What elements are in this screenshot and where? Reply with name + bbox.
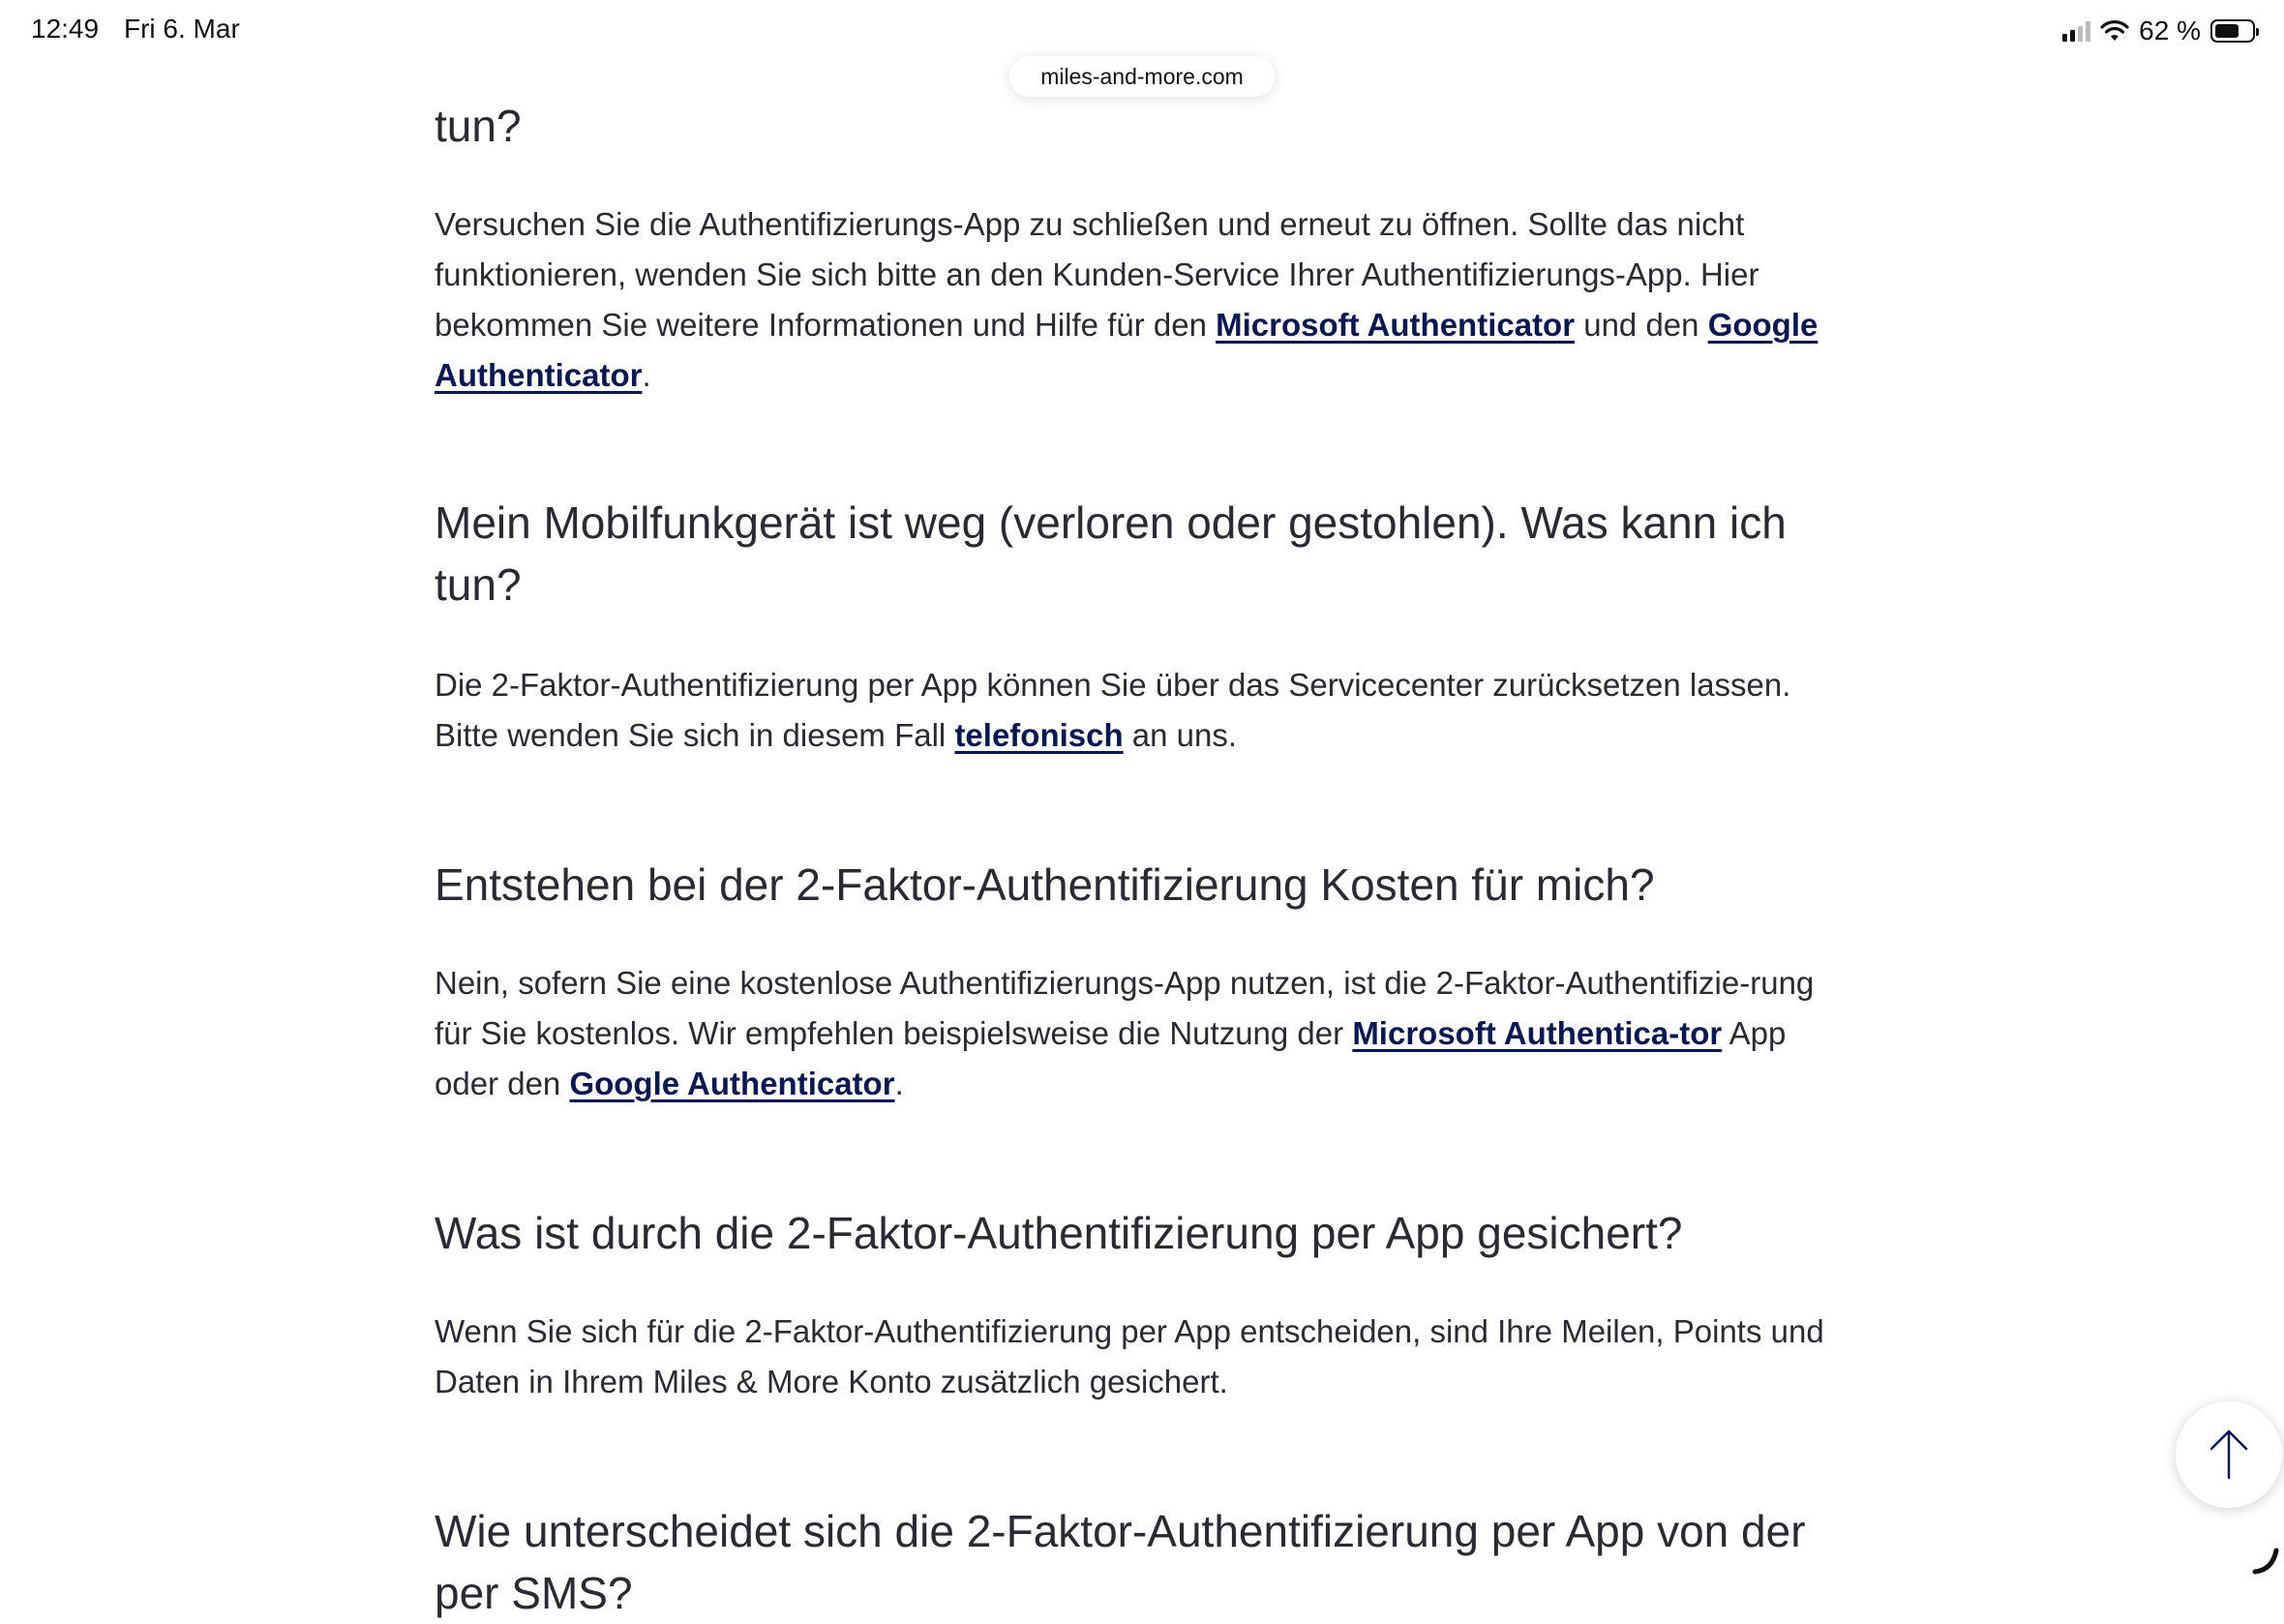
scroll-to-top-button[interactable] bbox=[2176, 1401, 2282, 1508]
faq-question-2: Mein Mobilfunkgerät ist weg (verloren oder gestohlen). Was kann ich tun? bbox=[435, 497, 1787, 610]
google-authenticator-link[interactable]: Google Authenticator bbox=[569, 1066, 895, 1101]
google-authenticator-link[interactable]: Google Authenticator bbox=[435, 307, 1818, 393]
corner-gesture-icon bbox=[2251, 1547, 2280, 1576]
telephone-contact-link[interactable]: telefonisch bbox=[954, 717, 1124, 753]
arrow-up-icon bbox=[2206, 1428, 2252, 1482]
url-bar[interactable] bbox=[1009, 56, 1275, 97]
url-domain: miles-and-more.com bbox=[1040, 63, 1244, 89]
faq-question-3: Entstehen bei der 2-Faktor-Authentifizierung Kosten für mich? bbox=[435, 859, 1655, 910]
faq-question-1: tun? bbox=[435, 101, 522, 151]
answer-text: an uns. bbox=[1123, 717, 1238, 753]
status-time: 12:49 bbox=[31, 14, 100, 44]
faq-question-4: Was ist durch die 2-Faktor-Authentifizierung per App gesichert? bbox=[435, 1208, 1683, 1258]
microsoft-authenticator-link[interactable]: Microsoft Authenticator bbox=[1216, 307, 1576, 343]
faq-question-5: Wie unterscheidet sich die 2-Faktor-Authentifizierung per App von der per SMS? bbox=[435, 1506, 1806, 1618]
faq-answer-1 bbox=[435, 199, 1857, 401]
faq-answer-3 bbox=[435, 958, 1857, 1109]
status-date: Fri 6. Mar bbox=[124, 14, 240, 44]
cellular-signal-icon bbox=[2062, 20, 2090, 42]
status-indicators bbox=[2062, 14, 2255, 48]
battery-icon bbox=[2210, 19, 2255, 43]
answer-text: . bbox=[642, 357, 651, 393]
faq-answer-4: Wenn Sie sich für die 2-Faktor-Authentifizierung per App entscheiden, sind Ihre Meilen, Points und Daten in Ihrem Miles & More Konto zusätzlich gesichert. bbox=[435, 1313, 1824, 1399]
answer-text: und den bbox=[1575, 307, 1708, 343]
answer-text: . bbox=[894, 1066, 904, 1101]
microsoft-authenticator-link[interactable]: Microsoft Authentica-tor bbox=[1352, 1015, 1723, 1051]
answer-text: Versuchen Sie die Authentifizierungs-App zu schließen und erneut zu öffnen. Sollte das nicht funktionieren, wenden Sie sich bitte an den Kunden-Service Ihrer Authentifizierungs-App. Hier bekommen Sie weitere Informationen und Hilfe für den bbox=[435, 206, 1759, 343]
faq-answer-2 bbox=[435, 660, 1857, 761]
answer-text: Die 2-Faktor-Authentifizierung per App können Sie über das Servicecenter zurücksetzen lassen. Bitte wenden Sie sich in diesem Fall bbox=[435, 667, 1791, 753]
wifi-icon bbox=[2100, 20, 2129, 42]
answer-text: App oder den bbox=[435, 1015, 1787, 1101]
status-bar bbox=[0, 0, 2284, 62]
answer-text: Nein, sofern Sie eine kostenlose Authentifizierungs-App nutzen, ist die 2-Faktor-Authentifizie-rung für Sie kostenlos. Wir empfehlen beispielsweise die Nutzung der bbox=[435, 965, 1815, 1051]
battery-percentage: 62 % bbox=[2139, 15, 2201, 45]
